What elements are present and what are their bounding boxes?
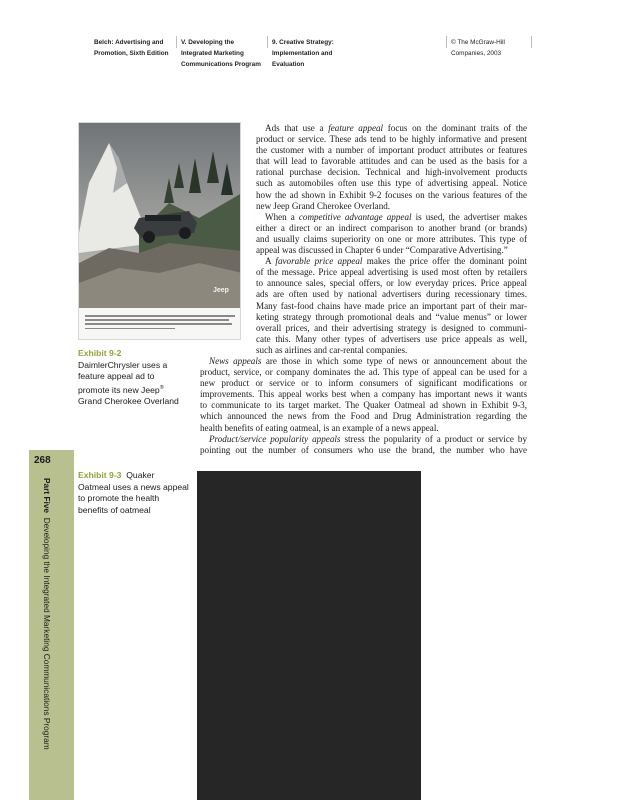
ad-logo: Jeep [213, 287, 229, 294]
body-line: of the message. Price appeal advertising is used most often by retailers [256, 267, 527, 278]
body-line: the customer with a number of important product attributes or features [256, 145, 527, 156]
caption-line: to promote the health [78, 493, 160, 503]
body-line: overall prices, and their advertising strategy is designed to communi- [256, 322, 527, 333]
body-line: cate this. Many other types of advertisers use price appeals as well, [256, 333, 527, 344]
exhibit-9-2-caption [78, 348, 179, 407]
body-line: health benefits of eating oatmeal, is an example of a news appeal. [200, 422, 439, 433]
running-footer-text [42, 478, 52, 750]
body-column-narrow [256, 123, 527, 356]
exhibit-9-3-image [197, 471, 421, 800]
body-line: Ads that use a feature appeal focus on the dominant traits of the [265, 123, 527, 133]
body-line: which announced the news from the Food and Drug Administration regarding the [200, 411, 527, 422]
header-line: Communications Program [181, 61, 261, 68]
body-line: either a direct or an indirect comparison to another brand (or brands) [256, 222, 527, 233]
header-edition [94, 37, 169, 59]
header-copyright [451, 37, 505, 59]
header-part [181, 37, 261, 70]
part-title: Developing the Integrated Marketing Communications Program [42, 517, 52, 750]
body-line: to communicate to its target market. The Quaker Oatmeal ad shown in Exhibit 9-3, [200, 400, 527, 411]
body-line: product or service. These ads tend to be highly informative and present [256, 134, 527, 145]
header-line: Implementation and [272, 50, 333, 57]
body-line: A favorable price appeal makes the price offer the dominant point [265, 256, 527, 267]
page-number: 268 [34, 455, 51, 466]
part-label: Part Five [42, 478, 52, 514]
body-column-wide [200, 356, 527, 456]
body-line: keting strategy through promotional deals and “value menus” or lower [256, 311, 527, 322]
header-line: © The McGraw-Hill [451, 39, 505, 46]
body-line: new product or service or to inform consumers of significant modifications or [200, 378, 527, 389]
caption-line: Oatmeal uses a news appeal [78, 481, 189, 492]
body-line: ads are often used by national advertisers during recessionary times. [256, 289, 527, 300]
body-line: how the ad shown in Exhibit 9-2 focuses on the various features of the [256, 189, 527, 200]
caption-label: Exhibit 9-2 [78, 348, 122, 358]
body-line: product, service, or company dominates the ad. This type of appeal can be used for a [200, 367, 527, 378]
body-line: rational purchase decision. Technical and high-involvement products [256, 167, 527, 178]
body-line: to announce sales, special offers, or low everyday prices. Price appeal [256, 278, 527, 289]
header-line: Companies, 2003 [451, 50, 502, 57]
registered-mark: ® [159, 384, 164, 391]
exhibit-9-2-image [78, 122, 241, 340]
header-line: 9. Creative Strategy: [272, 39, 334, 46]
body-line: Many fast-food chains have made price an important part of their mar- [256, 300, 527, 311]
header-chapter [272, 37, 334, 70]
running-footer [40, 478, 54, 798]
caption-line: promote its new Jeep [78, 384, 160, 395]
caption-line: DaimlerChrysler uses a [78, 359, 168, 370]
ad-body-copy [85, 315, 235, 332]
body-line: that will lead to favorable attitudes and can be used as the basis for a [256, 156, 527, 167]
header-line: Evaluation [272, 61, 305, 68]
jeep-ad-illustration [79, 123, 241, 340]
body-line: News appeals are those in which some type of news or announcement about the [209, 356, 527, 366]
exhibit-9-3-caption [78, 470, 189, 516]
header-line: Integrated Marketing [181, 50, 244, 57]
header-divider [267, 36, 268, 48]
header-line: Promotion, Sixth Edition [94, 50, 169, 57]
body-line: appeal was discussed in Chapter 6 under “Comparative Advertising.” [256, 245, 508, 256]
body-line: new Jeep Grand Cherokee Overland. [256, 200, 391, 211]
body-line: and usually claims superiority on one or more attributes. This type of [256, 233, 527, 244]
header-divider [446, 36, 447, 48]
body-line: pointing out the number of consumers who use the brand, the number who have [200, 444, 527, 455]
caption-label: Exhibit 9-3 [78, 470, 122, 480]
caption-line: Grand Cherokee Overland [78, 395, 179, 406]
header-divider [176, 36, 177, 48]
header-divider [531, 36, 532, 48]
caption-line: Quaker [126, 470, 155, 480]
body-line: such as airlines and car-rental companies. [256, 344, 408, 355]
caption-line: feature appeal ad to [78, 371, 155, 381]
header-line: V. Developing the [181, 39, 235, 46]
header-line: Belch: Advertising and [94, 39, 164, 46]
caption-line: benefits of oatmeal [78, 504, 151, 515]
body-line: such as automobiles often use this type of advertising appeal. Notice [256, 178, 527, 189]
body-line: Product/service popularity appeals stress the popularity of a product or service by [209, 433, 527, 444]
body-line: improvements. This appeal works best when a company has important news it wants [200, 389, 527, 400]
body-line: When a competitive advantage appeal is used, the advertiser makes [265, 211, 527, 222]
